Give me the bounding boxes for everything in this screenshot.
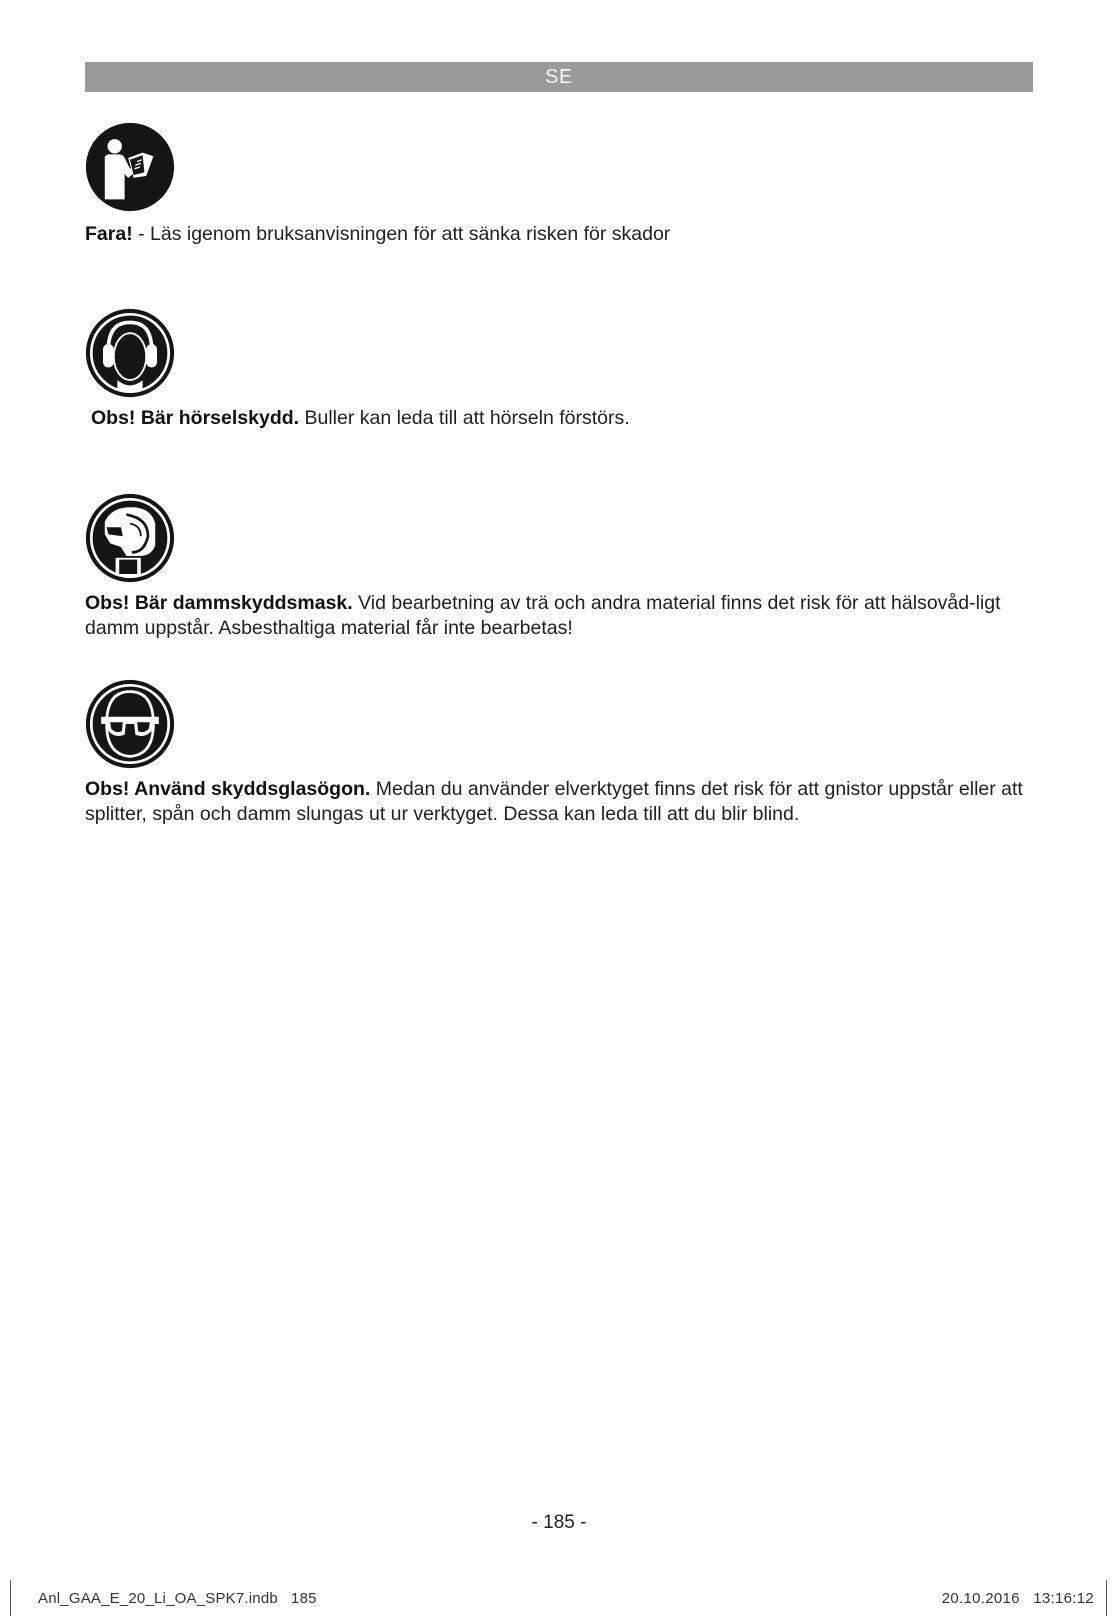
footer-file-name: Anl_GAA_E_20_Li_OA_SPK7.indb 185 xyxy=(38,1590,317,1607)
safety-glasses-icon xyxy=(85,679,175,769)
footer-datetime: 20.10.2016 13:16:12 xyxy=(941,1590,1094,1607)
ear-protection-icon xyxy=(85,308,175,398)
language-header-bar xyxy=(85,62,1033,92)
warning-body: Medan du använder elverktyget finns det risk för att gnistor uppstår eller att splitter, spån och damm slungas ut ur verktyget. Dessa kan leda till att du blir blind. xyxy=(85,778,1023,825)
page-number: - 185 - xyxy=(531,1512,587,1533)
warning-label: Obs! Bär dammskyddsmask. xyxy=(85,592,353,614)
warning-text-ear-protection xyxy=(91,406,1039,431)
warning-text-safety-glasses xyxy=(85,777,1033,827)
warning-label: Obs! Använd skyddsglasögon. xyxy=(85,778,371,800)
warning-text-dust-mask xyxy=(85,591,1033,641)
dust-mask-icon xyxy=(85,493,175,583)
warning-section-dust-mask xyxy=(85,493,1033,643)
warning-section-safety-glasses xyxy=(85,679,1033,829)
warning-body: - Läs igenom bruksanvisningen för att sänka risken för skador xyxy=(132,223,671,245)
language-code: SE xyxy=(545,66,573,88)
warning-body: Buller kan leda till att hörseln förstörs. xyxy=(299,407,630,429)
warning-label: Fara! xyxy=(85,223,133,245)
read-manual-icon xyxy=(85,122,175,212)
warning-text-read-manual xyxy=(85,222,1033,247)
warning-label: Obs! Bär hörselskydd. xyxy=(91,407,300,429)
warning-section-read-manual xyxy=(85,122,1033,252)
warning-section-ear-protection xyxy=(85,308,1033,438)
footer-left-rule xyxy=(10,1580,11,1616)
footer-right-rule xyxy=(1106,1580,1107,1616)
warning-body: Vid bearbetning av trä och andra material finns det risk för att hälsovåd-ligt damm uppstår. Asbesthaltiga material får inte bearbetas! xyxy=(85,592,1001,639)
